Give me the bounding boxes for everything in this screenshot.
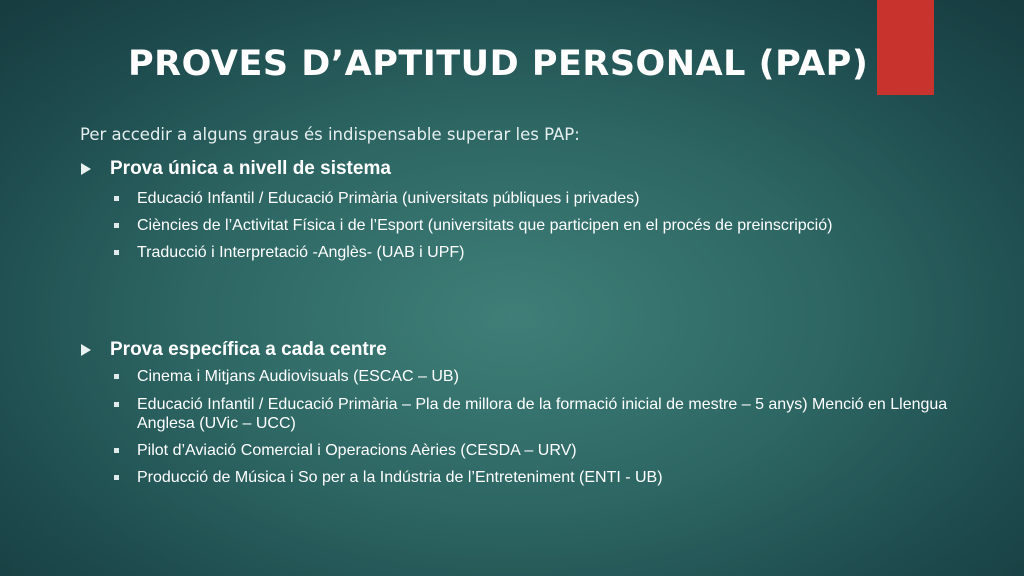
- list-item: [80, 395, 980, 433]
- square-bullet-icon: [114, 250, 119, 255]
- list-item-text: Cinema i Mitjans Audiovisuals (ESCAC – UB): [137, 368, 459, 385]
- square-bullet-icon: [114, 196, 119, 201]
- accent-bar: [877, 0, 934, 95]
- list-item-text: Educació Infantil / Educació Primària (universitats públiques i privades): [137, 190, 640, 207]
- square-bullet-icon: [114, 475, 119, 480]
- list-item-text: Traducció i Interpretació -Anglès- (UAB i UPF): [137, 244, 465, 261]
- list-item: [80, 216, 980, 235]
- list-item-text: Educació Infantil / Educació Primària – Pla de millora de la formació inicial de mestre – 5 anys) Menció en Llengua Anglesa (UVic – UCC): [137, 396, 948, 432]
- triangle-bullet-icon: [81, 163, 91, 175]
- item-list: [80, 367, 980, 487]
- square-bullet-icon: [114, 374, 119, 379]
- list-item-text: Ciències de l’Activitat Física i de l’Esport (universitats que participen en el procés de preinscripció): [137, 217, 833, 234]
- section-system-test: [80, 157, 980, 262]
- list-item: [80, 367, 980, 386]
- square-bullet-icon: [114, 223, 119, 228]
- square-bullet-icon: [114, 402, 119, 407]
- slide-title: PROVES D’APTITUD PERSONAL (PAP): [128, 44, 869, 84]
- list-item: [80, 468, 980, 487]
- square-bullet-icon: [114, 448, 119, 453]
- list-item-text: Producció de Música i So per a la Indústria de l’Entreteniment (ENTI - UB): [137, 469, 663, 486]
- list-item-text: Pilot d’Aviació Comercial i Operacions Aèries (CESDA – URV): [137, 442, 577, 459]
- section-heading-label: Prova específica a cada centre: [110, 339, 387, 360]
- section-center-test: [80, 338, 980, 487]
- list-item: [80, 243, 980, 262]
- section-heading: [80, 157, 980, 181]
- intro-text: Per accedir a alguns graus és indispensable superar les PAP:: [80, 125, 580, 144]
- section-heading-label: Prova única a nivell de sistema: [110, 158, 391, 179]
- section-heading: [80, 338, 980, 362]
- triangle-bullet-icon: [81, 344, 91, 356]
- item-list: [80, 189, 980, 262]
- list-item: [80, 441, 980, 460]
- list-item: [80, 189, 980, 208]
